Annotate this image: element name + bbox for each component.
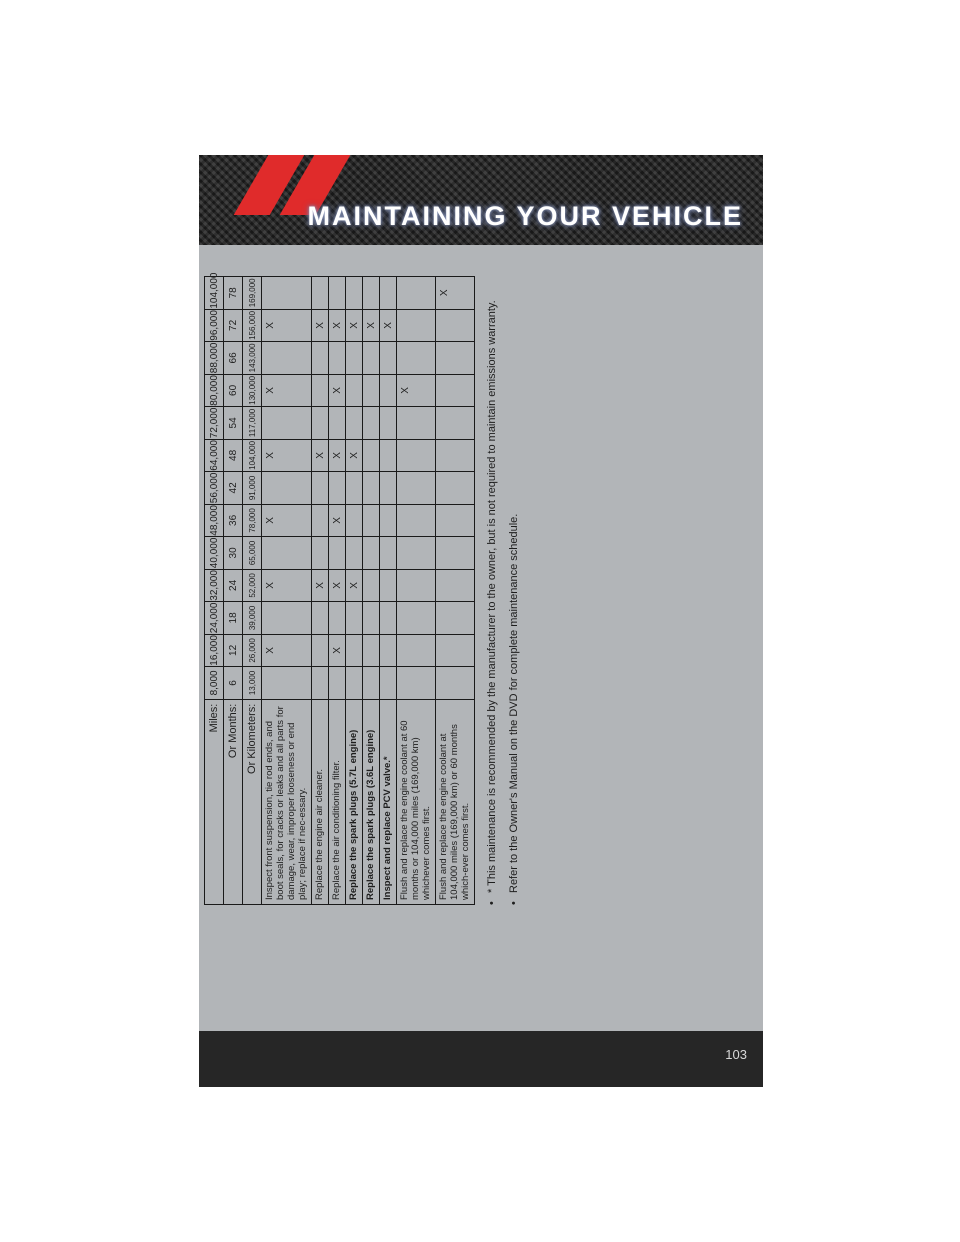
- page-number: 103: [725, 1047, 747, 1062]
- miles-value: 24,000: [205, 602, 224, 635]
- empty-cell: [312, 342, 329, 375]
- empty-cell: [436, 504, 475, 537]
- miles-value: 40,000: [205, 537, 224, 570]
- kilometers-value: 78,000: [243, 504, 262, 537]
- miles-row: [205, 277, 224, 905]
- empty-cell: [436, 472, 475, 505]
- service-item-label: Replace the spark plugs (3.6L engine): [363, 699, 380, 904]
- service-mark: X: [262, 569, 312, 602]
- schedule-row: [380, 277, 397, 905]
- months-value: 78: [224, 277, 243, 310]
- miles-value: 80,000: [205, 374, 224, 407]
- service-mark: X: [397, 374, 436, 407]
- empty-cell: [329, 537, 346, 570]
- page-footer: [199, 1031, 763, 1087]
- service-mark: X: [346, 569, 363, 602]
- months-value: 42: [224, 472, 243, 505]
- service-item-label: Replace the spark plugs (5.7L engine): [346, 699, 363, 904]
- kilometers-value: 130,000: [243, 374, 262, 407]
- empty-cell: [363, 342, 380, 375]
- empty-cell: [436, 537, 475, 570]
- empty-cell: [436, 309, 475, 342]
- miles-value: 48,000: [205, 504, 224, 537]
- empty-cell: [397, 472, 436, 505]
- miles-value: 88,000: [205, 342, 224, 375]
- schedule-row: [329, 277, 346, 905]
- service-mark: X: [329, 374, 346, 407]
- footnotes: [486, 274, 521, 906]
- service-mark: X: [329, 569, 346, 602]
- empty-cell: [329, 407, 346, 440]
- months-value: 12: [224, 634, 243, 667]
- empty-cell: [346, 602, 363, 635]
- empty-cell: [397, 634, 436, 667]
- empty-cell: [346, 472, 363, 505]
- months-value: 54: [224, 407, 243, 440]
- empty-cell: [363, 439, 380, 472]
- service-mark: X: [262, 634, 312, 667]
- months-value: 60: [224, 374, 243, 407]
- empty-cell: [346, 667, 363, 700]
- service-mark: X: [312, 569, 329, 602]
- schedule-row: [363, 277, 380, 905]
- rotated-content: [204, 274, 728, 906]
- empty-cell: [363, 569, 380, 602]
- months-value: 24: [224, 569, 243, 602]
- schedule-row: [436, 277, 475, 905]
- empty-cell: [329, 667, 346, 700]
- empty-cell: [397, 439, 436, 472]
- months-value: 72: [224, 309, 243, 342]
- service-mark: X: [346, 439, 363, 472]
- empty-cell: [380, 537, 397, 570]
- empty-cell: [436, 439, 475, 472]
- kilometers-value: 91,000: [243, 472, 262, 505]
- empty-cell: [363, 277, 380, 310]
- page-title: MAINTAINING YOUR VEHICLE: [307, 201, 743, 231]
- kilometers-value: 26,000: [243, 634, 262, 667]
- service-item-label: Flush and replace the engine coolant at 104,000 miles (169,000 km) or 60 months which-ever comes first.: [436, 699, 475, 904]
- empty-cell: [312, 472, 329, 505]
- miles-value: 32,000: [205, 569, 224, 602]
- kilometers-row: [243, 277, 262, 905]
- service-mark: X: [312, 309, 329, 342]
- empty-cell: [312, 634, 329, 667]
- empty-cell: [346, 634, 363, 667]
- service-mark: X: [363, 309, 380, 342]
- service-mark: X: [329, 634, 346, 667]
- months-value: 6: [224, 667, 243, 700]
- service-mark: X: [380, 309, 397, 342]
- empty-cell: [346, 277, 363, 310]
- empty-cell: [262, 472, 312, 505]
- schedule-row: [397, 277, 436, 905]
- empty-cell: [436, 569, 475, 602]
- empty-cell: [312, 667, 329, 700]
- empty-cell: [312, 504, 329, 537]
- kilometers-value: 39,000: [243, 602, 262, 635]
- service-mark: X: [329, 439, 346, 472]
- empty-cell: [363, 374, 380, 407]
- empty-cell: [363, 634, 380, 667]
- empty-cell: [397, 504, 436, 537]
- empty-cell: [346, 374, 363, 407]
- empty-cell: [397, 667, 436, 700]
- months-row: [224, 277, 243, 905]
- miles-label: Miles:: [205, 699, 224, 904]
- empty-cell: [262, 407, 312, 440]
- empty-cell: [312, 277, 329, 310]
- empty-cell: [380, 439, 397, 472]
- empty-cell: [312, 602, 329, 635]
- kilometers-value: 156,000: [243, 309, 262, 342]
- empty-cell: [380, 472, 397, 505]
- empty-cell: [397, 602, 436, 635]
- empty-cell: [380, 569, 397, 602]
- months-value: 66: [224, 342, 243, 375]
- empty-cell: [397, 277, 436, 310]
- service-mark: X: [262, 439, 312, 472]
- kilometers-value: 104,000: [243, 439, 262, 472]
- kilometers-value: 143,000: [243, 342, 262, 375]
- kilometers-value: 117,000: [243, 407, 262, 440]
- empty-cell: [312, 407, 329, 440]
- empty-cell: [346, 407, 363, 440]
- months-value: 18: [224, 602, 243, 635]
- empty-cell: [262, 667, 312, 700]
- miles-value: 64,000: [205, 439, 224, 472]
- service-mark: X: [262, 309, 312, 342]
- kilometers-value: 52,000: [243, 569, 262, 602]
- empty-cell: [397, 569, 436, 602]
- miles-value: 104,000: [205, 277, 224, 310]
- service-mark: X: [436, 277, 475, 310]
- service-item-label: Replace the air conditioning filter.: [329, 699, 346, 904]
- miles-value: 16,000: [205, 634, 224, 667]
- empty-cell: [380, 374, 397, 407]
- manual-page: [199, 155, 763, 1087]
- empty-cell: [346, 504, 363, 537]
- miles-value: 72,000: [205, 407, 224, 440]
- kilometers-value: 65,000: [243, 537, 262, 570]
- empty-cell: [397, 342, 436, 375]
- empty-cell: [436, 667, 475, 700]
- empty-cell: [262, 602, 312, 635]
- empty-cell: [312, 537, 329, 570]
- months-value: 48: [224, 439, 243, 472]
- empty-cell: [346, 537, 363, 570]
- miles-value: 56,000: [205, 472, 224, 505]
- miles-value: 96,000: [205, 309, 224, 342]
- service-item-label: Flush and replace the engine coolant at 60 months or 104,000 miles (169,000 km) whichever comes first.: [397, 699, 436, 904]
- empty-cell: [380, 342, 397, 375]
- empty-cell: [363, 667, 380, 700]
- empty-cell: [363, 472, 380, 505]
- empty-cell: [262, 537, 312, 570]
- empty-cell: [380, 634, 397, 667]
- empty-cell: [436, 602, 475, 635]
- miles-value: 8,000: [205, 667, 224, 700]
- service-mark: X: [312, 439, 329, 472]
- service-item-label: Inspect and replace PCV valve.*: [380, 699, 397, 904]
- empty-cell: [329, 472, 346, 505]
- service-mark: X: [262, 504, 312, 537]
- months-value: 30: [224, 537, 243, 570]
- empty-cell: [397, 309, 436, 342]
- schedule-row: [262, 277, 312, 905]
- empty-cell: [329, 342, 346, 375]
- kilometers-value: 13,000: [243, 667, 262, 700]
- empty-cell: [363, 602, 380, 635]
- empty-cell: [436, 634, 475, 667]
- service-item-label: Replace the engine air cleaner.: [312, 699, 329, 904]
- empty-cell: [397, 537, 436, 570]
- kilometers-label: Or Kilometers:: [243, 699, 262, 904]
- empty-cell: [346, 342, 363, 375]
- empty-cell: [397, 407, 436, 440]
- empty-cell: [329, 602, 346, 635]
- service-item-label: Inspect front suspension, tie rod ends, and boot seals, for cracks or leaks and all parts for damage, wear, improper looseness or end play; replace if nec-essary.: [262, 699, 312, 904]
- empty-cell: [380, 667, 397, 700]
- empty-cell: [380, 504, 397, 537]
- section-header: [199, 155, 763, 245]
- empty-cell: [363, 537, 380, 570]
- empty-cell: [262, 342, 312, 375]
- footnote-owners-manual: • Refer to the Owner's Manual on the DVD for complete maintenance schedule.: [508, 274, 521, 906]
- kilometers-value: 169,000: [243, 277, 262, 310]
- months-value: 36: [224, 504, 243, 537]
- empty-cell: [436, 342, 475, 375]
- schedule-row: [312, 277, 329, 905]
- footnote-emissions: • * This maintenance is recommended by the manufacturer to the owner, but is not required to maintain emissions warranty.: [486, 274, 499, 906]
- maintenance-schedule-table: [204, 272, 475, 905]
- empty-cell: [380, 407, 397, 440]
- service-mark: X: [346, 309, 363, 342]
- service-mark: X: [262, 374, 312, 407]
- empty-cell: [380, 602, 397, 635]
- empty-cell: [329, 277, 346, 310]
- empty-cell: [436, 407, 475, 440]
- schedule-row: [346, 277, 363, 905]
- empty-cell: [312, 374, 329, 407]
- months-label: Or Months:: [224, 699, 243, 904]
- empty-cell: [380, 277, 397, 310]
- empty-cell: [363, 504, 380, 537]
- empty-cell: [436, 374, 475, 407]
- service-mark: X: [329, 504, 346, 537]
- empty-cell: [262, 277, 312, 310]
- empty-cell: [363, 407, 380, 440]
- service-mark: X: [329, 309, 346, 342]
